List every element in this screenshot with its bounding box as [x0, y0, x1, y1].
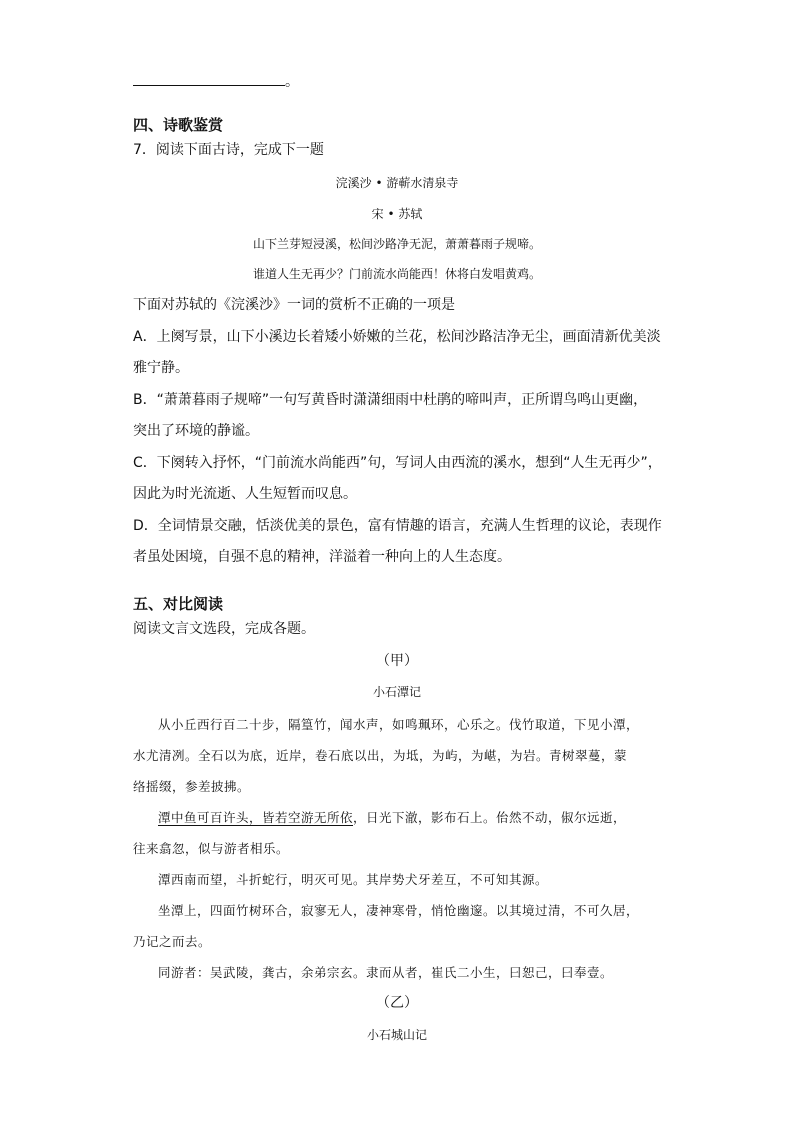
passage-p5-line-1: 同游者：吴武陵，龚古，余弟宗玄。隶而从者，崔氏二小生，曰恕己，曰奉壹。	[158, 965, 614, 980]
passage-label-jia: （甲）	[376, 653, 418, 669]
passage-p3-line-1: 潭西南而望，斗折蛇行，明灭可见。其岸势犬牙差互，不可知其源。	[158, 872, 549, 887]
poem-author: 宋 • 苏轼	[371, 207, 423, 221]
section-5-title: 五、对比阅读	[133, 595, 224, 613]
passage-title-jia: 小石潭记	[372, 685, 421, 699]
section-4-title: 四、诗歌鉴赏	[133, 116, 224, 134]
passage-p4-line-1: 坐潭上，四面竹树环合，寂寥无人，凄神寒骨，悄怆幽邃。以其境过清，不可久居，	[158, 903, 640, 918]
option-c-line-1: C．下阕转入抒怀，“门前流水尚能西”句，写词人由西流的溪水，想到“人生无再少”，	[133, 455, 662, 471]
answer-end-mark: 。	[285, 74, 299, 90]
option-a-line-1: A．上阕写景，山下小溪边长着矮小娇嫩的兰花，松间沙路洁净无尘，画面清新优美淡	[133, 329, 661, 345]
option-d-line-1: D．全词情景交融，恬淡优美的景色，富有情趣的语言，充满人生哲理的议论，表现作	[133, 518, 662, 534]
option-a-line-2: 雅宁静。	[133, 360, 189, 376]
underlined-sentence: 潭中鱼可百许头，皆若空游无所依	[158, 810, 354, 825]
option-b-line-1: B．“萧萧暮雨子规啼”一句写黄昏时潇潇细雨中杜鹃的啼叫声，正所谓鸟鸣山更幽，	[133, 392, 648, 408]
passage-p1-line-1: 从小丘西行百二十步，隔篁竹，闻水声，如鸣珮环，心乐之。伐竹取道，下见小潭，	[158, 717, 640, 732]
passage-p2-line-1	[158, 808, 626, 826]
passage-p2-line-1-rest: ，日光下澈，影布石上。佁然不动，俶尔远逝，	[353, 810, 627, 825]
passage-title-yi: 小石城山记	[366, 1028, 427, 1042]
answer-blank	[133, 71, 299, 91]
option-c-line-2: 因此为时光流逝、人生短暂而叹息。	[133, 486, 357, 502]
passage-p1-line-2: 水尤清冽。全石以为底，近岸，卷石底以出，为坻，为屿，为嵁，为岩。青树翠蔓，蒙	[133, 748, 628, 763]
passage-p4-line-2: 乃记之而去。	[133, 934, 212, 949]
passage-label-yi: （乙）	[376, 995, 418, 1011]
passage-p1-line-3: 络摇缀，参差披拂。	[133, 779, 251, 794]
question-7: 7．阅读下面古诗，完成下一题	[133, 142, 324, 158]
poem-title: 浣溪沙 • 游蕲水清泉寺	[335, 176, 459, 190]
option-d-line-2: 者虽处困境，自强不息的精神，洋溢着一种向上的人生态度。	[133, 549, 511, 565]
section-5-instruction: 阅读文言文选段，完成各题。	[133, 621, 315, 637]
answer-underline	[133, 73, 285, 86]
passage-p2-line-2: 往来翕忽，似与游者相乐。	[133, 841, 290, 856]
poem-line-2: 谁道人生无再少？门前流水尚能西！休将白发唱黄鸡。	[252, 267, 541, 281]
poem-line-1: 山下兰芽短浸溪，松间沙路净无泥，萧萧暮雨子规啼。	[252, 237, 541, 251]
option-b-line-2: 突出了环境的静谧。	[133, 423, 259, 439]
question-prompt: 下面对苏轼的《浣溪沙》一词的赏析不正确的一项是	[133, 297, 455, 313]
